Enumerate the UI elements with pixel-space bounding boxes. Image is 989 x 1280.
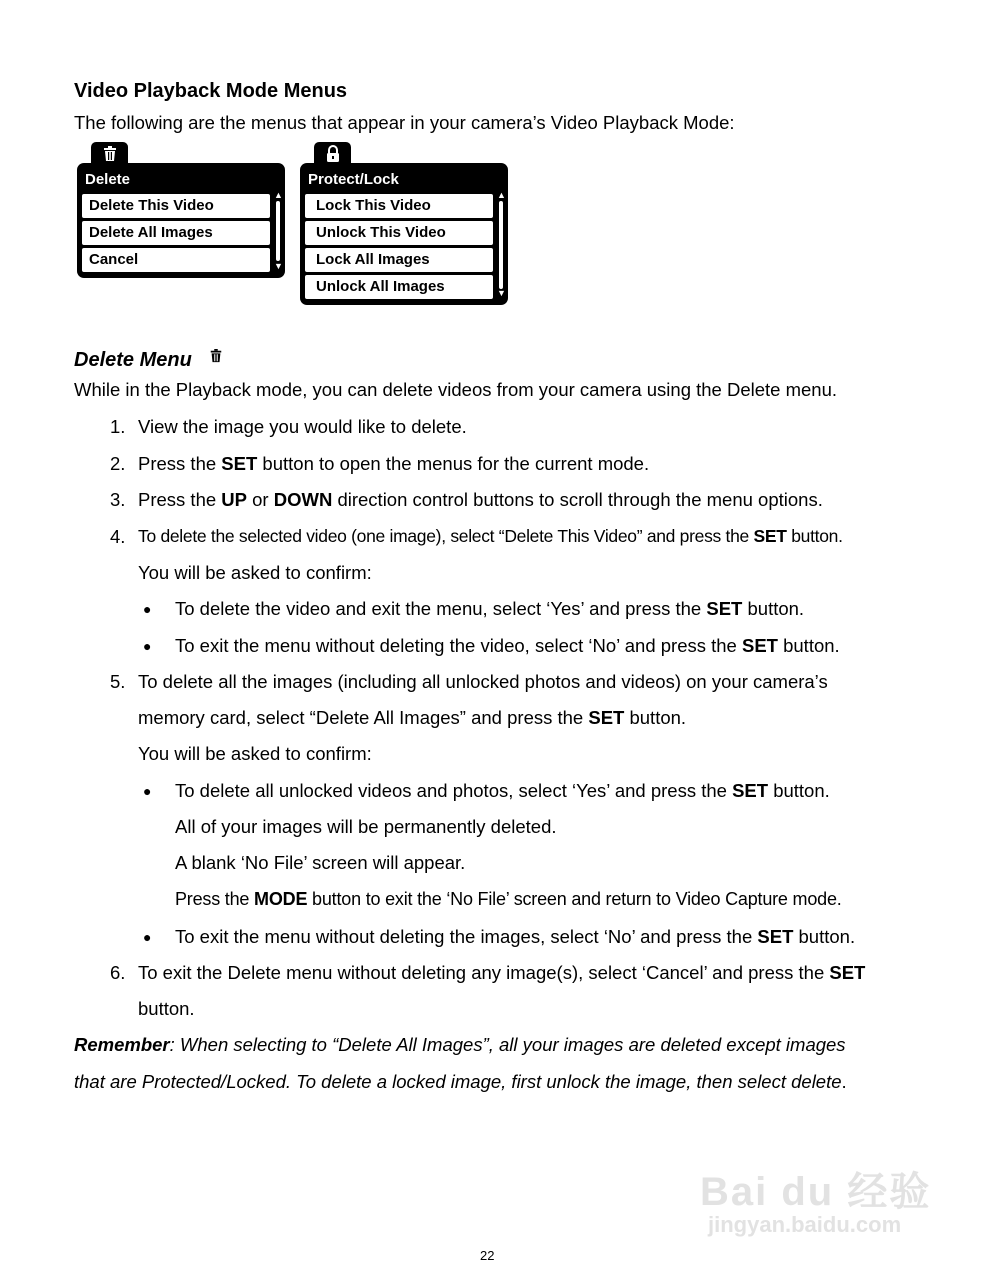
bullet-text: A blank ‘No File’ screen will appear. <box>175 852 466 873</box>
step-text: To delete all the images (including all unlocked photos and videos) on your camera’s <box>138 671 828 692</box>
section-title <box>74 348 223 372</box>
section-title-text: Delete Menu <box>74 349 192 371</box>
trash-icon <box>102 146 118 162</box>
page-number: 22 <box>480 1248 495 1263</box>
bullet-icon: ● <box>143 929 152 945</box>
page-title: Video Playback Mode Menus <box>74 80 348 102</box>
bullet-text: To exit the menu without deleting the images, select ‘No’ and press the SET button. <box>175 926 856 947</box>
trash-icon <box>209 348 223 364</box>
scroll-down-icon: ▼ <box>274 261 283 271</box>
watermark-url: jingyan.baidu.com <box>708 1212 902 1237</box>
bullet-text: Press the MODE button to exit the ‘No File’ screen and return to Video Capture mode. <box>175 889 842 909</box>
bullet-text: To delete all unlocked videos and photos, select ‘Yes’ and press the SET button. <box>175 780 830 801</box>
protect-menu-item: Lock This Video <box>305 194 493 218</box>
step-text: memory card, select “Delete All Images” and press the SET button. <box>138 707 687 728</box>
delete-menu-item: Delete All Images <box>82 221 270 245</box>
bullet-text: All of your images will be permanently deleted. <box>175 816 557 837</box>
scrollbar <box>276 201 280 261</box>
remember-note: Remember: When selecting to “Delete All Images”, all your images are deleted except images <box>74 1034 846 1055</box>
scroll-up-icon: ▲ <box>274 190 283 200</box>
step-number: 3. <box>110 489 126 510</box>
step-number: 2. <box>110 453 126 474</box>
delete-menu-box <box>77 163 285 278</box>
remember-note: that are Protected/Locked. To delete a locked image, first unlock the image, then select delete. <box>74 1071 847 1092</box>
delete-menu-title: Delete <box>85 171 131 188</box>
intro-text: The following are the menus that appear in your camera’s Video Playback Mode: <box>74 112 735 133</box>
protect-menu-item: Lock All Images <box>305 248 493 272</box>
scroll-up-icon: ▲ <box>497 190 506 200</box>
step-confirm: You will be asked to confirm: <box>138 743 372 764</box>
step-number: 4. <box>110 526 126 547</box>
step-text: Press the SET button to open the menus for the current mode. <box>138 453 650 474</box>
bullet-icon: ● <box>143 638 152 654</box>
scrollbar <box>499 201 503 289</box>
step-number: 1. <box>110 416 126 437</box>
scroll-down-icon: ▼ <box>497 288 506 298</box>
bullet-text: To delete the video and exit the menu, select ‘Yes’ and press the SET button. <box>175 598 805 619</box>
step-confirm: You will be asked to confirm: <box>138 562 372 583</box>
watermark-logo: Bai du 经验 <box>700 1170 932 1214</box>
bullet-icon: ● <box>143 783 152 799</box>
step-number: 6. <box>110 962 126 983</box>
step-number: 5. <box>110 671 126 692</box>
protect-menu-box <box>300 163 508 305</box>
step-text: To exit the Delete menu without deleting any image(s), select ‘Cancel’ and press the SET <box>138 962 866 983</box>
step-text: View the image you would like to delete. <box>138 416 467 437</box>
delete-menu-item: Cancel <box>82 248 270 272</box>
bullet-icon: ● <box>143 601 152 617</box>
protect-menu-title: Protect/Lock <box>308 171 399 188</box>
step-text: button. <box>138 998 195 1019</box>
lock-icon <box>325 145 341 163</box>
bullet-text: To exit the menu without deleting the video, select ‘No’ and press the SET button. <box>175 635 840 656</box>
delete-menu-item: Delete This Video <box>82 194 270 218</box>
protect-menu-item: Unlock All Images <box>305 275 493 299</box>
step-text: To delete the selected video (one image), select “Delete This Video” and press the SET button. <box>138 526 843 546</box>
step-text: Press the UP or DOWN direction control buttons to scroll through the menu options. <box>138 489 823 510</box>
section-intro: While in the Playback mode, you can delete videos from your camera using the Delete menu. <box>74 379 838 400</box>
protect-menu-item: Unlock This Video <box>305 221 493 245</box>
